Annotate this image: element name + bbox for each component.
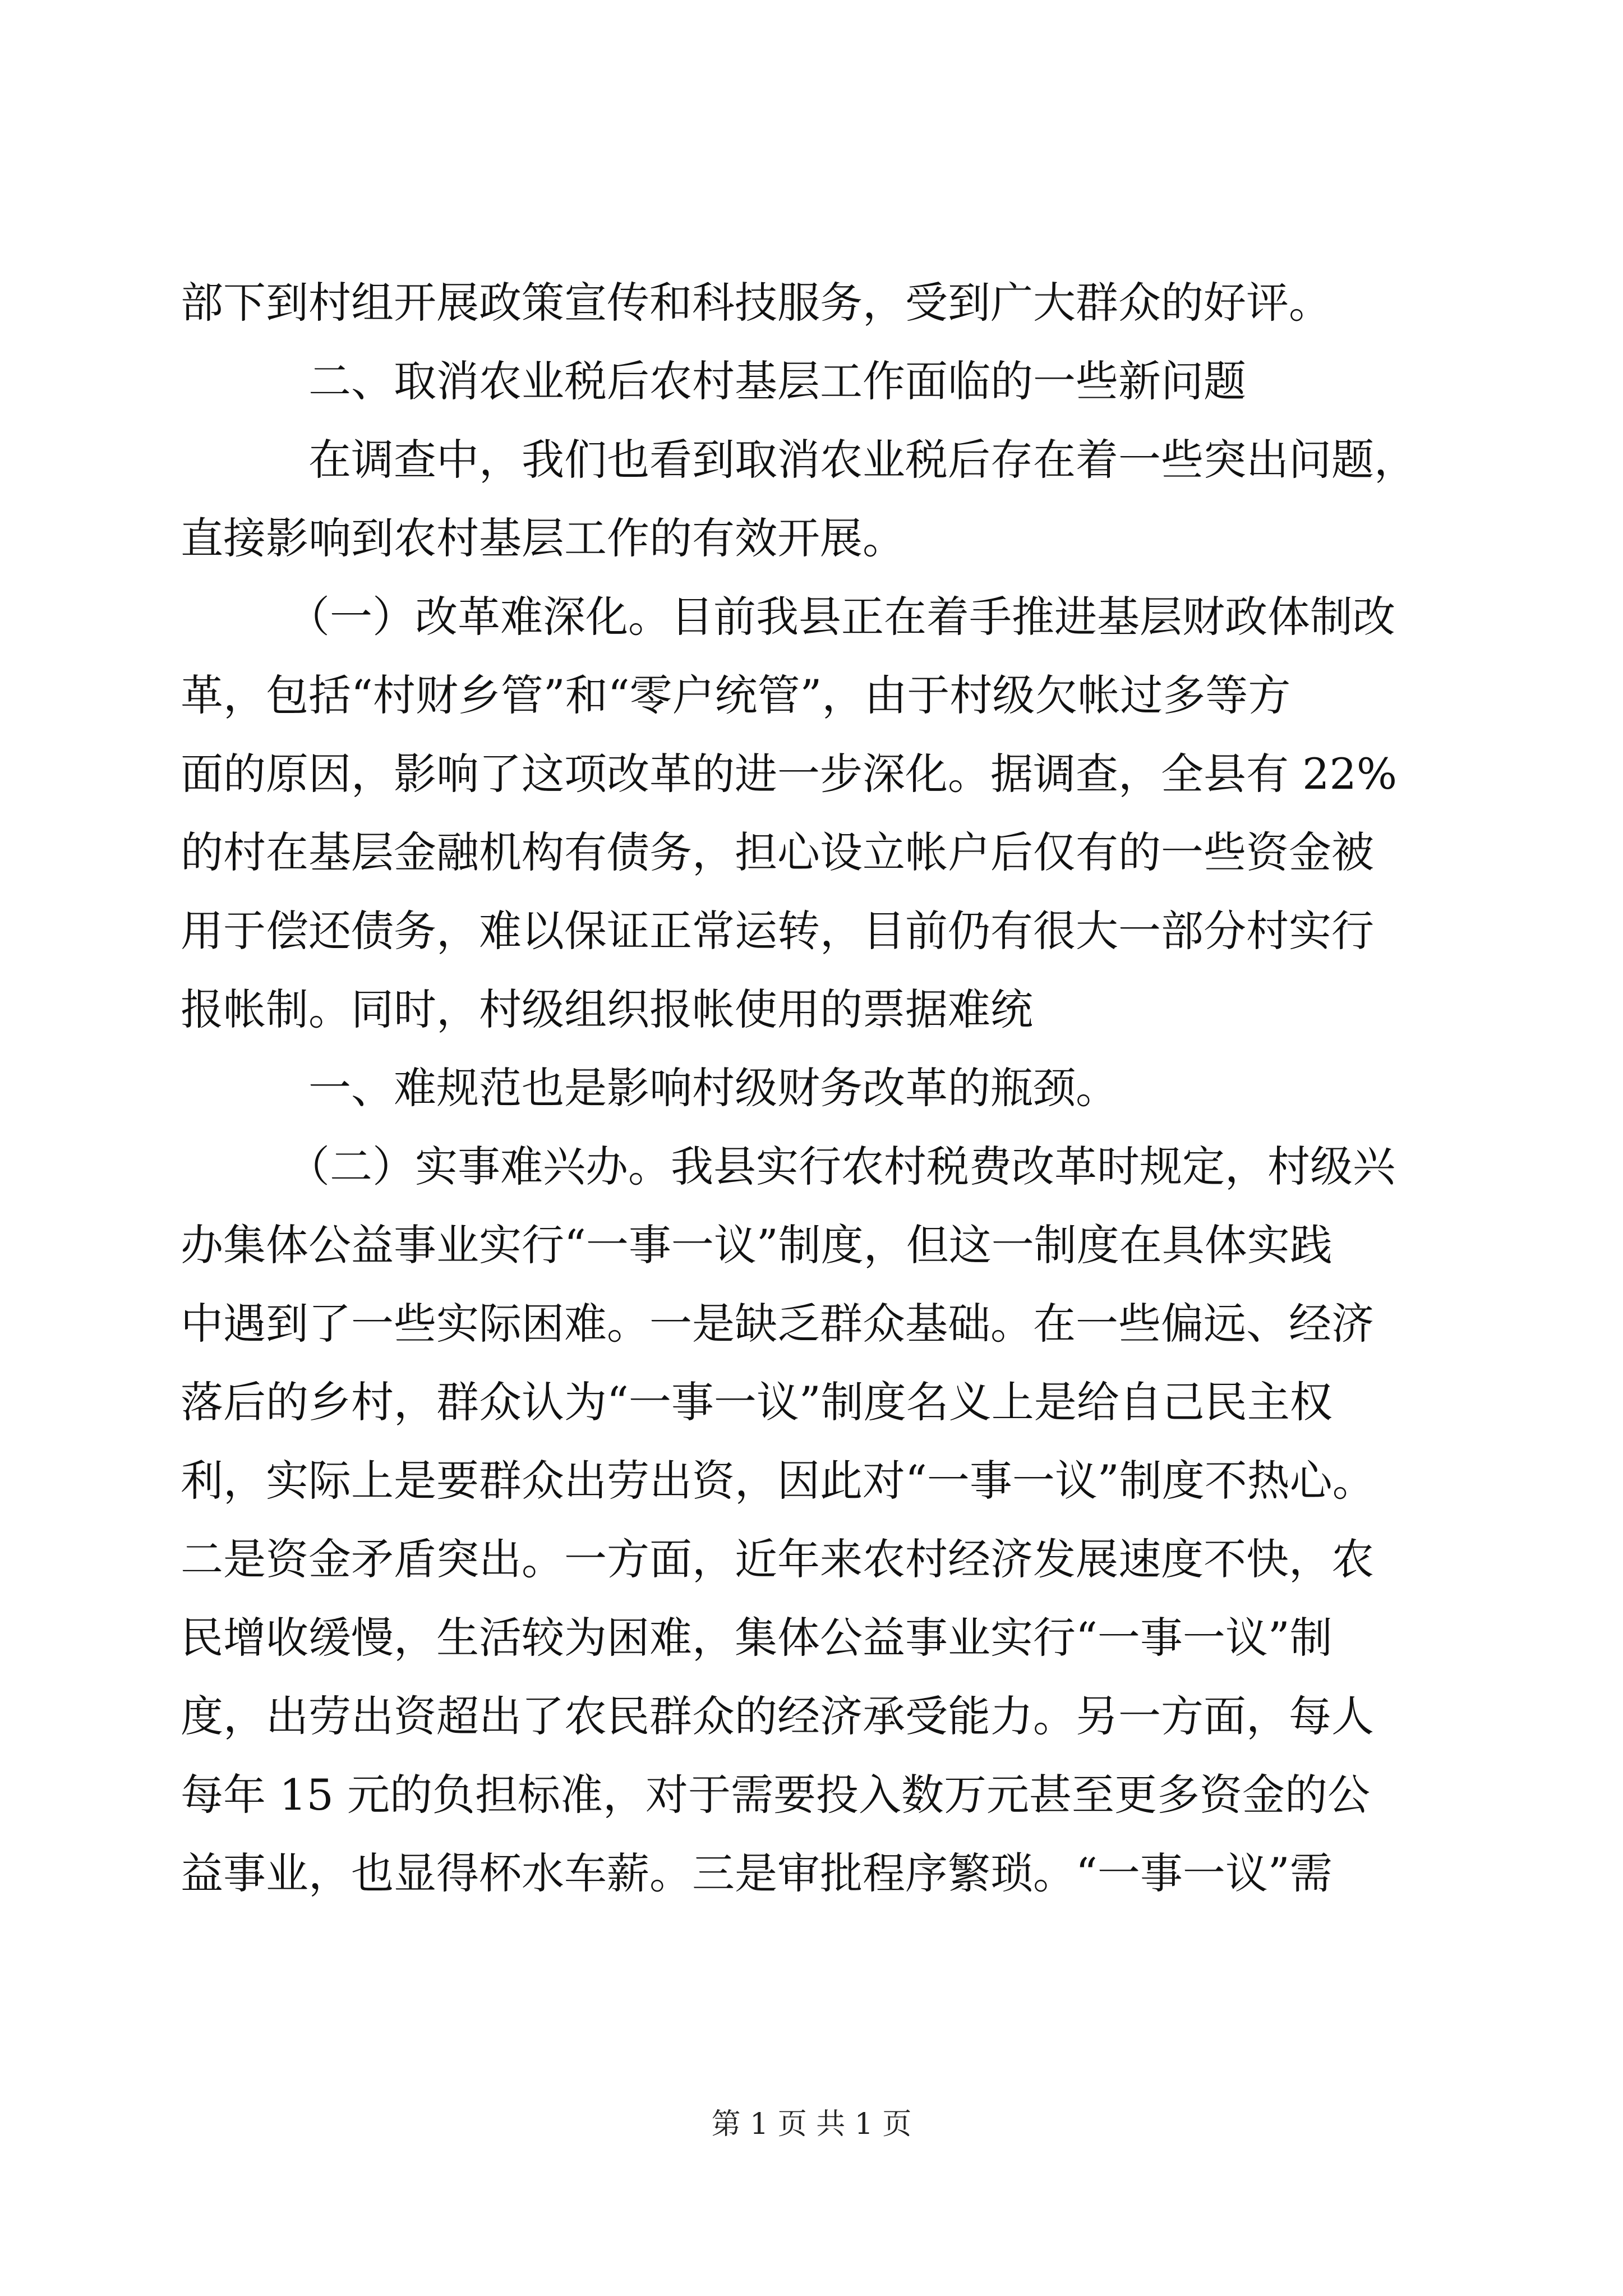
paragraph-line: 直接影响到农村基层工作的有效开展。	[181, 513, 905, 563]
paragraph-line: 益事业，也显得杯水车薪。三是审批程序繁琐。“一事一议”需	[181, 1848, 1332, 1898]
paragraph-line: 民增收缓慢，生活较为困难，集体公益事业实行“一事一议”制	[181, 1613, 1332, 1663]
paragraph-line: 二是资金矛盾突出。一方面，近年来农村经济发展速度不快，农	[181, 1534, 1374, 1584]
paragraph-line: 部下到村组开展政策宣传和科技服务，受到广大群众的好评。	[181, 278, 1331, 328]
paragraph-line: （一）改革难深化。目前我县正在着手推进基层财政体制改	[287, 592, 1395, 642]
paragraph-line: 一、难规范也是影响村级财务改革的瓶颈。	[308, 1063, 1118, 1113]
paragraph-line: 办集体公益事业实行“一事一议”制度，但这一制度在具体实践	[181, 1220, 1332, 1270]
paragraph-line: 面的原因，影响了这项改革的进一步深化。据调查，全县有 22%	[181, 749, 1398, 799]
paragraph-line: 每年 15 元的负担标准，对于需要投入数万元甚至更多资金的公	[181, 1770, 1371, 1820]
paragraph-line: 的村在基层金融机构有债务，担心设立帐户后仅有的一些资金被	[181, 827, 1374, 877]
paragraph-line: 落后的乡村，群众认为“一事一议”制度名义上是给自己民主权	[181, 1377, 1332, 1427]
section-heading: 二、取消农业税后农村基层工作面临的一些新问题	[308, 356, 1246, 406]
paragraph-line: （二）实事难兴办。我县实行农村税费改革时规定，村级兴	[287, 1142, 1395, 1191]
paragraph-line: 用于偿还债务，难以保证正常运转，目前仍有很大一部分村实行	[181, 906, 1374, 956]
page-number-footer: 第 1 页 共 1 页	[711, 2108, 912, 2141]
paragraph-line: 利，实际上是要群众出劳出资，因此对“一事一议”制度不热心。	[181, 1456, 1375, 1506]
paragraph-line: 在调查中，我们也看到取消农业税后存在着一些突出问题，	[308, 435, 1417, 485]
paragraph-line: 中遇到了一些实际困难。一是缺乏群众基础。在一些偏远、经济	[181, 1299, 1374, 1349]
paragraph-line: 度，出劳出资超出了农民群众的经济承受能力。另一方面，每人	[181, 1691, 1374, 1741]
document-body	[181, 264, 1442, 1913]
paragraph-line: 报帐制。同时，村级组织报帐使用的票据难统	[181, 984, 1033, 1034]
paragraph-line: 革，包括“村财乡管”和“零户统管”，由于村级欠帐过多等方	[181, 670, 1291, 720]
